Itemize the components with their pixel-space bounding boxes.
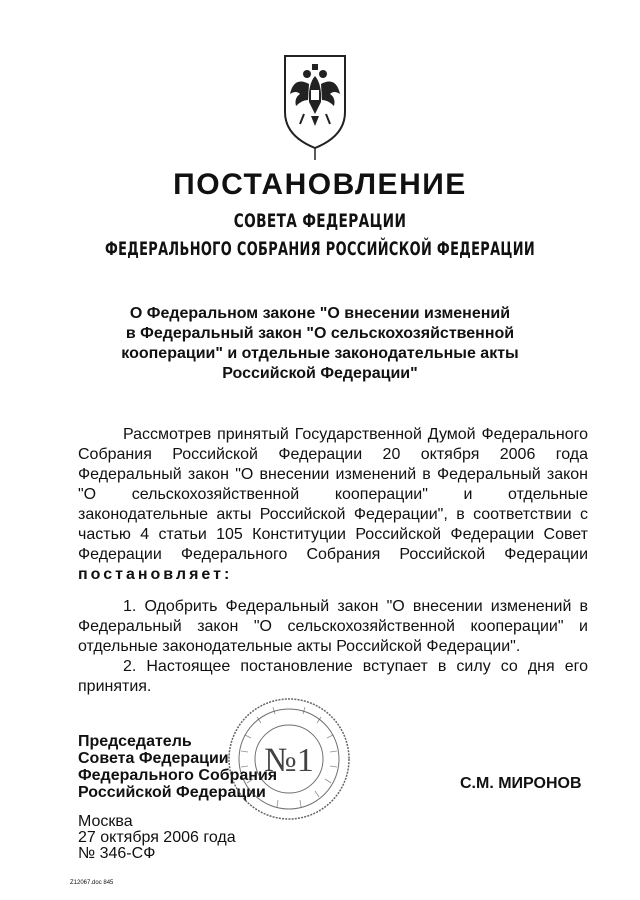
- preamble-line: Федерации Федерального Собрания Российской Федерации: [78, 546, 588, 563]
- item-line: принятия.: [78, 678, 152, 695]
- signer-line: Федерального Собрания: [78, 767, 278, 784]
- preamble-line: Собрания Российской Федерации 20 октября 2006 года: [78, 446, 588, 463]
- date: 27 октября 2006 года: [78, 829, 236, 846]
- signer-name: С.М. МИРОНОВ: [460, 775, 582, 792]
- resolves-word: постановляет:: [78, 566, 233, 583]
- document-title: ПОСТАНОВЛЕНИЕ: [173, 168, 467, 201]
- preamble-line: законодательные акты Российской Федерации", в соответствии с: [78, 506, 588, 523]
- preamble-line: "О сельскохозяйственной кооперации" и отдельные: [78, 486, 588, 503]
- subject-line: кооперации" и отдельные законодательные акты: [121, 345, 519, 362]
- coat-of-arms-emblem: [278, 50, 352, 162]
- preamble-line: Рассмотрев принятый Государственной Думой Федерального: [123, 426, 588, 443]
- file-reference: Z12067.doc 845: [70, 880, 114, 886]
- issuer-line-1: СОВЕТА ФЕДЕРАЦИИ: [233, 210, 407, 232]
- subject-line: Российской Федерации": [222, 365, 418, 382]
- item-line: 2. Настоящее постановление вступает в силу со дня его: [123, 658, 588, 675]
- preamble-paragraph: [78, 425, 588, 585]
- seal-number: №1: [264, 742, 314, 779]
- subject-line: в Федеральный закон "О сельскохозяйственной: [125, 325, 515, 342]
- signer-line: Российской Федерации: [78, 784, 266, 801]
- place: Москва: [78, 813, 133, 830]
- document-number: № 346-СФ: [78, 845, 156, 862]
- signer-line: Председатель: [78, 733, 192, 750]
- item-line: 1. Одобрить Федеральный закон "О внесении изменений в: [123, 598, 588, 615]
- preamble-line: частью 4 статьи 105 Конституции Российской Федерации Совет: [78, 526, 588, 543]
- item-line: отдельные законодательные акты Российской Федерации".: [78, 638, 521, 655]
- item-line: Федеральный закон "О сельскохозяйственной кооперации" и: [78, 618, 588, 635]
- document-subject: [110, 304, 530, 384]
- preamble-line: Федеральный закон "О внесении изменений в Федеральный закон: [78, 466, 588, 483]
- signer-line: Совета Федерации: [78, 750, 229, 767]
- resolution-items: [78, 597, 588, 697]
- issuer-line-2: ФЕДЕРАЛЬНОГО СОБРАНИЯ РОССИЙСКОЙ ФЕДЕРАЦИИ: [104, 238, 536, 260]
- subject-line: О Федеральном законе "О внесении изменений: [129, 305, 511, 322]
- document-footer: [78, 814, 236, 862]
- official-seal-stamp: [225, 695, 353, 823]
